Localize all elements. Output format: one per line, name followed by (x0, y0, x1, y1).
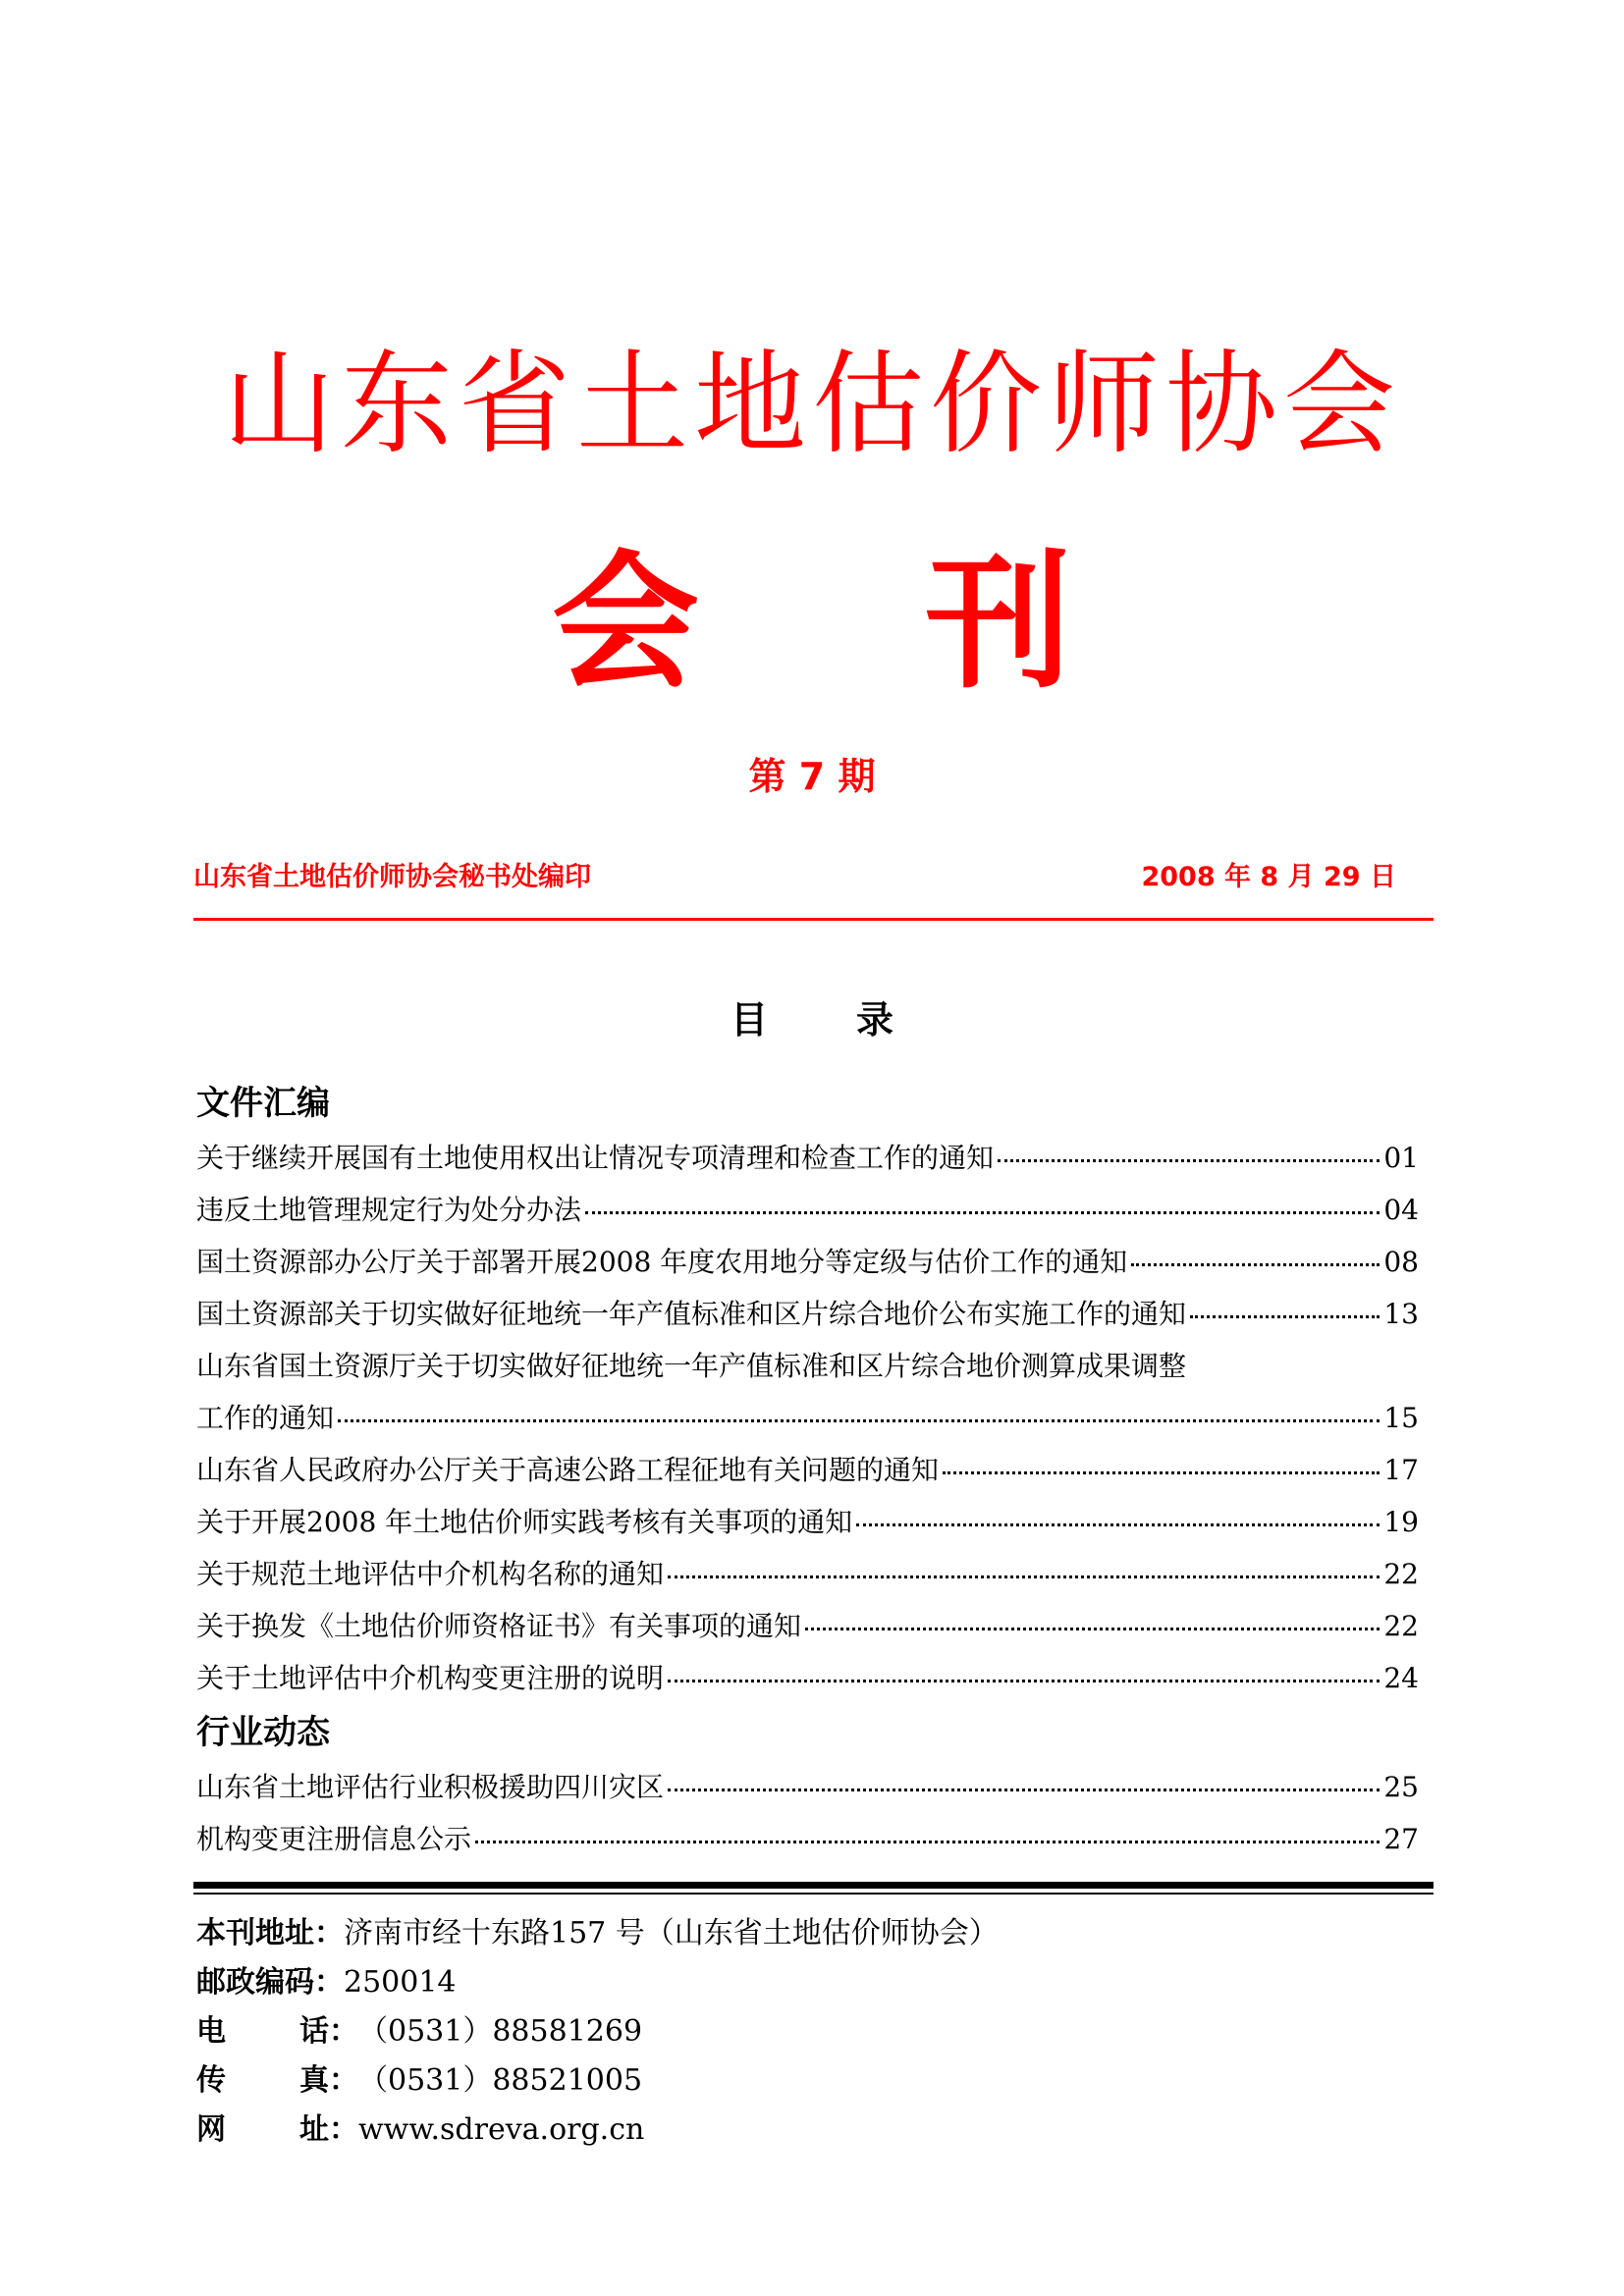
fax-label (196, 2056, 358, 2106)
toc-entry-page: 19 (1383, 1506, 1419, 1538)
toc-entry[interactable] (196, 1600, 1419, 1652)
phone-label-rest: 话： (299, 2014, 358, 2049)
toc-entry[interactable] (196, 1496, 1419, 1548)
toc-entry-page: 24 (1383, 1662, 1419, 1694)
toc-entry[interactable] (196, 1444, 1419, 1496)
toc-leader (805, 1628, 1380, 1630)
postcode-row (196, 1958, 999, 2007)
table-of-contents (196, 1075, 1419, 1865)
phone-row (196, 2007, 999, 2056)
toc-entry-title: 关于换发《土地估价师资格证书》有关事项的通知 (196, 1610, 802, 1642)
toc-entry-title: 山东省土地评估行业积极援助四川灾区 (196, 1771, 665, 1803)
toc-entry[interactable] (196, 1548, 1419, 1600)
footer-divider-thin (193, 1893, 1434, 1895)
phone-label (196, 2007, 358, 2056)
toc-entry-title: 违反土地管理规定行为处分办法 (196, 1194, 582, 1226)
journal-title-char-1: 会 (551, 538, 699, 709)
address-row (196, 1909, 999, 1958)
toc-leader (1190, 1315, 1380, 1318)
address-label: 本刊地址： (196, 1916, 344, 1950)
issue-number: 第 7 期 (748, 755, 876, 798)
toc-entry-title: 工作的通知 (196, 1402, 335, 1434)
fax-label-rest: 真： (299, 2063, 358, 2098)
toc-leader (1131, 1263, 1380, 1266)
toc-entry[interactable] (196, 1392, 1419, 1444)
phone-value[interactable]: （0531）88581269 (358, 2014, 643, 2049)
toc-entry-page: 27 (1383, 1823, 1419, 1855)
toc-entry[interactable] (196, 1761, 1419, 1813)
toc-heading-char-2: 录 (856, 998, 894, 1041)
toc-entry-page: 17 (1383, 1454, 1419, 1486)
toc-entry-title: 山东省人民政府办公厅关于高速公路工程征地有关问题的通知 (196, 1454, 940, 1486)
toc-entry-page: 15 (1383, 1402, 1419, 1434)
toc-entry[interactable] (196, 1813, 1419, 1865)
journal-title-char-2: 刊 (925, 538, 1073, 709)
toc-entry-title: 关于规范土地评估中介机构名称的通知 (196, 1558, 665, 1590)
fax-row (196, 2056, 999, 2106)
toc-entry-page: 13 (1383, 1298, 1419, 1330)
toc-leader (668, 1680, 1380, 1682)
address-value: 济南市经十东路157 号（山东省土地估价师协会） (344, 1916, 999, 1950)
fax-label-char: 传 (196, 2063, 226, 2098)
toc-entry-page: 04 (1383, 1194, 1419, 1226)
postcode-label: 邮政编码： (196, 1965, 344, 2000)
toc-entry[interactable] (196, 1236, 1419, 1288)
postcode-value: 250014 (344, 1965, 457, 2000)
toc-section-title: 文件汇编 (196, 1084, 330, 1123)
toc-entry-title: 关于土地评估中介机构变更注册的说明 (196, 1662, 665, 1694)
toc-leader (943, 1471, 1380, 1474)
toc-entry-title-line1[interactable]: 山东省国土资源厅关于切实做好征地统一年产值标准和区片综合地价测算成果调整 (196, 1350, 1187, 1382)
toc-leader (585, 1211, 1380, 1214)
toc-heading-char-1: 目 (730, 998, 768, 1041)
toc-entry[interactable] (196, 1288, 1419, 1340)
website-row (196, 2106, 999, 2155)
website-label (196, 2106, 358, 2155)
toc-leader (338, 1419, 1380, 1422)
toc-entry-page: 22 (1383, 1558, 1419, 1590)
toc-entry-page: 25 (1383, 1771, 1419, 1803)
toc-entry-page: 22 (1383, 1610, 1419, 1642)
publisher-line: 山东省土地估价师协会秘书处编印 (193, 862, 591, 892)
website-label-rest: 址： (299, 2112, 358, 2147)
contact-info (196, 1909, 999, 2155)
toc-leader (856, 1523, 1380, 1526)
publication-date: 2008 年 8 月 29 日 (1141, 862, 1396, 892)
toc-entry-title: 国土资源部关于切实做好征地统一年产值标准和区片综合地价公布实施工作的通知 (196, 1298, 1187, 1330)
toc-entry-title: 国土资源部办公厅关于部署开展2008 年度农用地分等定级与估价工作的通知 (196, 1246, 1128, 1278)
toc-entry[interactable] (196, 1652, 1419, 1704)
toc-section-title: 行业动态 (196, 1713, 330, 1752)
toc-entry-title: 机构变更注册信息公示 (196, 1823, 472, 1855)
toc-entry[interactable] (196, 1184, 1419, 1236)
toc-entry-title: 关于开展2008 年土地估价师实践考核有关事项的通知 (196, 1506, 853, 1538)
fax-value: （0531）88521005 (358, 2063, 643, 2098)
toc-leader (475, 1841, 1380, 1843)
toc-entry[interactable] (196, 1132, 1419, 1184)
header-divider (193, 918, 1434, 921)
toc-leader (668, 1789, 1380, 1791)
toc-entry-page: 01 (1383, 1142, 1419, 1174)
toc-entry-page: 08 (1383, 1246, 1419, 1278)
website-link[interactable]: www.sdreva.org.cn (358, 2112, 645, 2147)
phone-label-char: 电 (196, 2014, 226, 2049)
organization-title: 山东省土地估价师协会 (222, 339, 1401, 469)
journal-title (0, 538, 1624, 709)
footer-divider-thick (193, 1882, 1434, 1889)
toc-entry-title: 关于继续开展国有土地使用权出让情况专项清理和检查工作的通知 (196, 1142, 995, 1174)
toc-leader (668, 1575, 1380, 1578)
website-label-char: 网 (196, 2112, 226, 2147)
toc-leader (998, 1159, 1380, 1162)
toc-heading (0, 998, 1624, 1041)
